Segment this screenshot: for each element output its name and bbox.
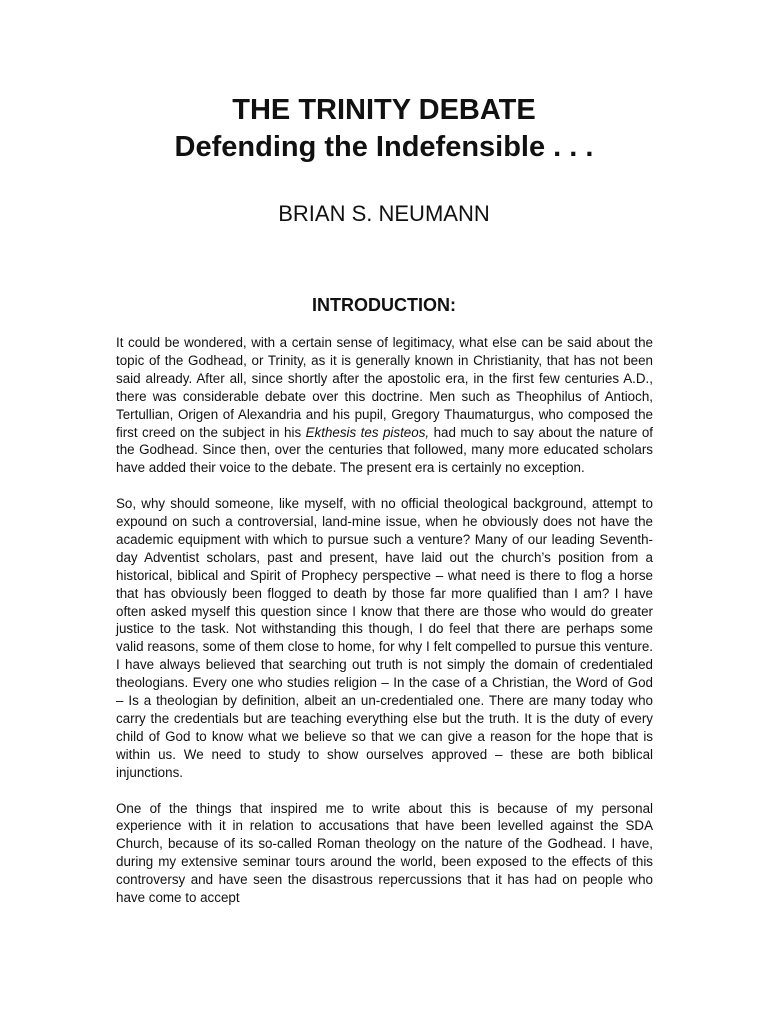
paragraph-1	[116, 334, 653, 477]
paragraph-3: One of the things that inspired me to write about this is because of my personal experience with it in relation to accusations that have been levelled against the SDA Church, because of its so-called Roman theology on the nature of the Godhead. I have, during my extensive seminar tours around the world, been exposed to the effects of this controversy and have seen the disastrous repercussions that it has had on people who have come to accept	[116, 800, 653, 906]
author-name: BRIAN S. NEUMANN	[278, 201, 490, 226]
document-title: THE TRINITY DEBATE	[232, 94, 536, 126]
body-text	[116, 334, 653, 925]
paragraph-1-text-after: had much to say about the nature of the Godhead. Since then, over the centuries that followed, many more educated scholars have added their voice to the debate. The present era is certainly no exception.	[116, 424, 653, 476]
paragraph-1-text-before: It could be wondered, with a certain sense of legitimacy, what else can be said about the topic of the Godhead, or Trinity, as it is generally known in Christianity, that has not been said already. After all, since shortly after the apostolic era, in the first few centuries A.D., there was considerable debate over this doctrine. Men such as Theophilus of Antioch, Tertullian, Origen of Alexandria and his pupil, Gregory Thaumaturgus, who composed the first creed on the subject in his	[116, 335, 653, 440]
section-heading: INTRODUCTION:	[312, 295, 456, 315]
document-subtitle: Defending the Indefensible . . .	[174, 131, 594, 163]
paragraph-1-italic-title: Ekthesis tes pisteos,	[305, 424, 430, 440]
paragraph-2: So, why should someone, like myself, with no official theological background, attempt to expound on such a controversial, land-mine issue, when he obviously does not have the academic equipment with which to pursue such a venture? Many of our leading Seventh-day Adventist scholars, past and present, have laid out the church’s position from a historical, biblical and Spirit of Prophecy perspective – what need is there to flog a horse that has obviously been flogged to death by those far more qualified than I am? I have often asked myself this question since I know that there are those who would do greater justice to the task. Not withstanding this though, I do feel that there are perhaps some valid reasons, some of them close to home, for why I felt compelled to pursue this venture. I have always believed that searching out truth is not simply the domain of credentialed theologians. Every one who studies religion – In the case of a Christian, the Word of God – Is a theologian by definition, albeit an un-credentialed one. There are many today who carry the credentials but are teaching everything else but the truth. It is the duty of every child of God to know what we believe so that we can give a reason for the hope that is within us. We need to study to show ourselves approved – these are both biblical injunctions.	[116, 496, 653, 780]
title-block	[0, 92, 768, 166]
